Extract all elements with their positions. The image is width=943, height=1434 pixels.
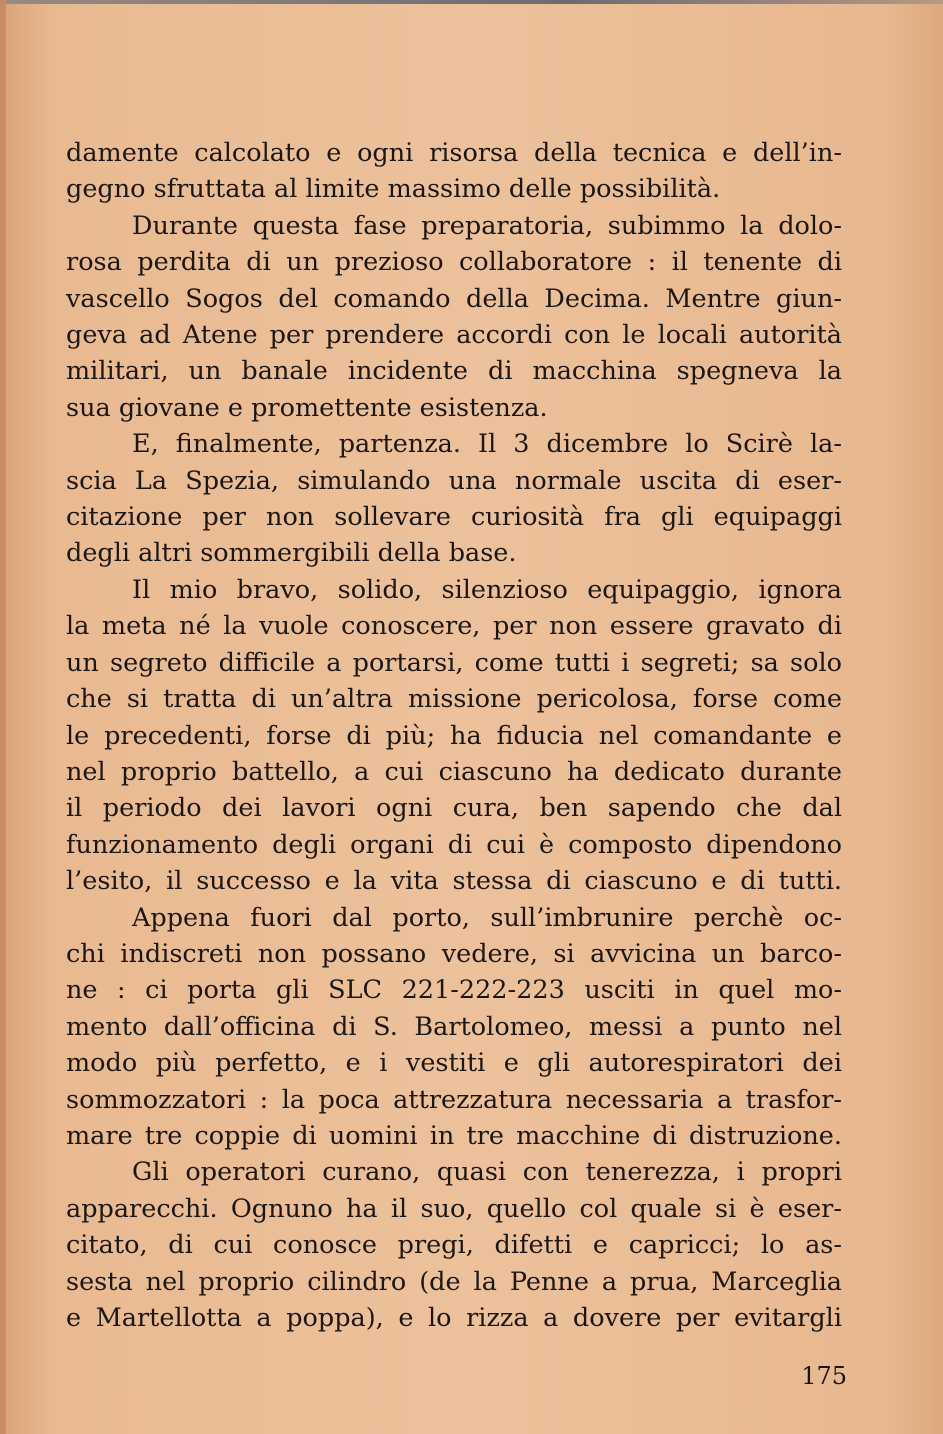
- page-top-edge: [0, 0, 943, 4]
- text-line: militari, un banale incidente di macchina spegneva la: [66, 356, 842, 387]
- text-line: il periodo dei lavori ogni cura, ben sapendo che dal: [66, 793, 842, 824]
- text-line: vascello Sogos del comando della Decima. Mentre giun-: [66, 283, 842, 314]
- text-line: sommozzatori : la poca attrezzatura necessaria a trasfor-: [66, 1084, 842, 1115]
- text-line: Il mio bravo, solido, silenzioso equipaggio, ignora: [132, 574, 842, 605]
- text-line: funzionamento degli organi di cui è composto dipendono: [66, 829, 842, 860]
- text-line: nel proprio battello, a cui ciascuno ha dedicato durante: [66, 756, 842, 787]
- text-line: le precedenti, forse di più; ha fiducia nel comandante e: [66, 720, 842, 751]
- text-line: sesta nel proprio cilindro (de la Penne a prua, Marceglia: [66, 1266, 842, 1297]
- page-number: 175: [801, 1362, 847, 1390]
- text-line: un segreto difficile a portarsi, come tutti i segreti; sa solo: [66, 647, 842, 678]
- text-line: chi indiscreti non possano vedere, si avvicina un barco-: [66, 938, 842, 969]
- text-line: l’esito, il successo e la vita stessa di ciascuno e di tutti.: [66, 866, 842, 897]
- text-line: Durante questa fase preparatoria, subimmo la dolo-: [132, 210, 842, 241]
- text-line: la meta né la vuole conoscere, per non essere gravato di: [66, 611, 842, 642]
- page-left-edge: [0, 0, 6, 1434]
- text-line: modo più perfetto, e i vestiti e gli autorespiratori dei: [66, 1048, 842, 1079]
- text-line: E, finalmente, partenza. Il 3 dicembre lo Scirè la-: [132, 429, 842, 460]
- text-line: Gli operatori curano, quasi con tenerezza, i propri: [132, 1157, 842, 1188]
- text-line: scia La Spezia, simulando una normale uscita di eser-: [66, 465, 842, 496]
- text-line: ne : ci porta gli SLC 221-222-223 usciti in quel mo-: [66, 975, 842, 1006]
- text-line: apparecchi. Ognuno ha il suo, quello col quale si è eser-: [66, 1193, 842, 1224]
- text-line: citazione per non sollevare curiosità fra gli equipaggi: [66, 502, 842, 533]
- text-line: e Martellotta a poppa), e lo rizza a dovere per evitargli: [66, 1303, 842, 1333]
- text-line: citato, di cui conosce pregi, difetti e capricci; lo as-: [66, 1230, 842, 1261]
- text-line: rosa perdita di un prezioso collaboratore : il tenente di: [66, 247, 842, 278]
- text-line: damente calcolato e ogni risorsa della tecnica e dell’in-: [66, 138, 842, 168]
- text-line: che si tratta di un’altra missione pericolosa, forse come: [66, 684, 842, 715]
- body-text: [66, 135, 842, 1336]
- text-line: mare tre coppie di uomini in tre macchine di distruzione.: [66, 1120, 842, 1151]
- text-line: mento dall’officina di S. Bartolomeo, messi a punto nel: [66, 1011, 842, 1042]
- text-line: Appena fuori dal porto, sull’imbrunire perchè oc-: [132, 902, 842, 933]
- text-line: degli altri sommergibili della base.: [66, 538, 517, 569]
- text-line: gegno sfruttata al limite massimo delle possibilità.: [66, 174, 721, 205]
- text-line: sua giovane e promettente esistenza.: [66, 392, 548, 423]
- text-line: geva ad Atene per prendere accordi con le locali autorità: [66, 320, 842, 351]
